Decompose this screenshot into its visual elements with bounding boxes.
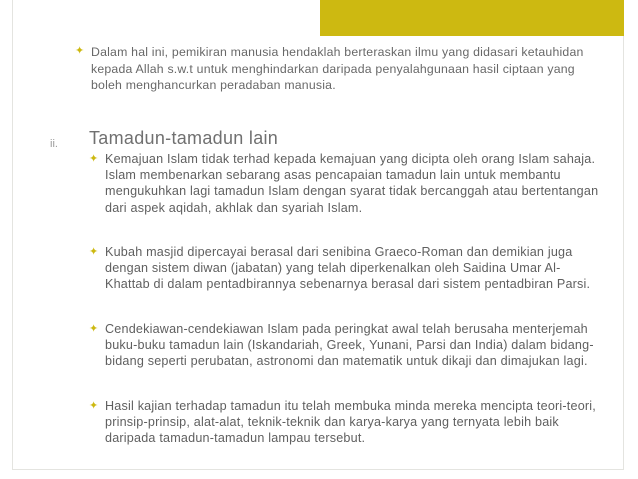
bullet-icon: ✦ bbox=[89, 152, 99, 165]
intro-text: Dalam hal ini, pemikiran manusia hendaklah berteraskan ilmu yang didasari ketauhidan kepada Allah s.w.t untuk menghindarkan daripada penyalahgunaan hasil ciptaan yang boleh menghancurkan peradaban manusia. bbox=[91, 45, 584, 93]
section-number: ii. bbox=[50, 138, 58, 150]
list-item-text: Kemajuan Islam tidak terhad kepada kemajuan yang dicipta oleh orang Islam sahaja. Islam membenarkan sebarang asas pencapaian tamadun lain untuk membantu mengukuhkan lagi tamadun Islam dengan syarat tidak bercanggah atau bertentangan dari aspek aqidah, akhlak dan syariah Islam. bbox=[105, 152, 599, 215]
list-item bbox=[89, 151, 599, 216]
bullet-icon: ✦ bbox=[89, 399, 99, 412]
list-item-text: Cendekiawan-cendekiawan Islam pada peringkat awal telah berusaha menterjemah buku-buku tamadun lain (Iskandariah, Greek, Yunani, Parsi dan India) dalam bidang-bidang seperti perubatan, astronomi dan matematik untuk dikaji dan dimajukan lagi. bbox=[105, 322, 594, 369]
accent-block bbox=[320, 0, 624, 36]
list-item bbox=[89, 398, 599, 447]
section-title: Tamadun-tamadun lain bbox=[89, 128, 279, 148]
list-item-intro bbox=[75, 44, 595, 94]
bullet-icon: ✦ bbox=[89, 322, 99, 335]
list-item-text: Kubah masjid dipercayai berasal dari senibina Graeco-Roman dan demikian juga dengan sistem diwan (jabatan) yang telah diperkenalkan oleh Saidina Umar Al-Khattab di dalam pentadbirannya sebenarnya berasal dari sistem pentadbiran Parsi. bbox=[105, 245, 591, 292]
bullet-icon: ✦ bbox=[89, 245, 99, 258]
list-item-text: Hasil kajian terhadap tamadun itu telah membuka minda mereka mencipta teori-teori, prinsip-prinsip, alat-alat, teknik-teknik dan karya-karya yang ternyata lebih baik daripada tamadun-tamadun lampau tersebut. bbox=[105, 399, 597, 446]
bullet-icon: ✦ bbox=[75, 44, 85, 57]
list-item bbox=[89, 321, 599, 370]
list-item bbox=[89, 244, 599, 293]
